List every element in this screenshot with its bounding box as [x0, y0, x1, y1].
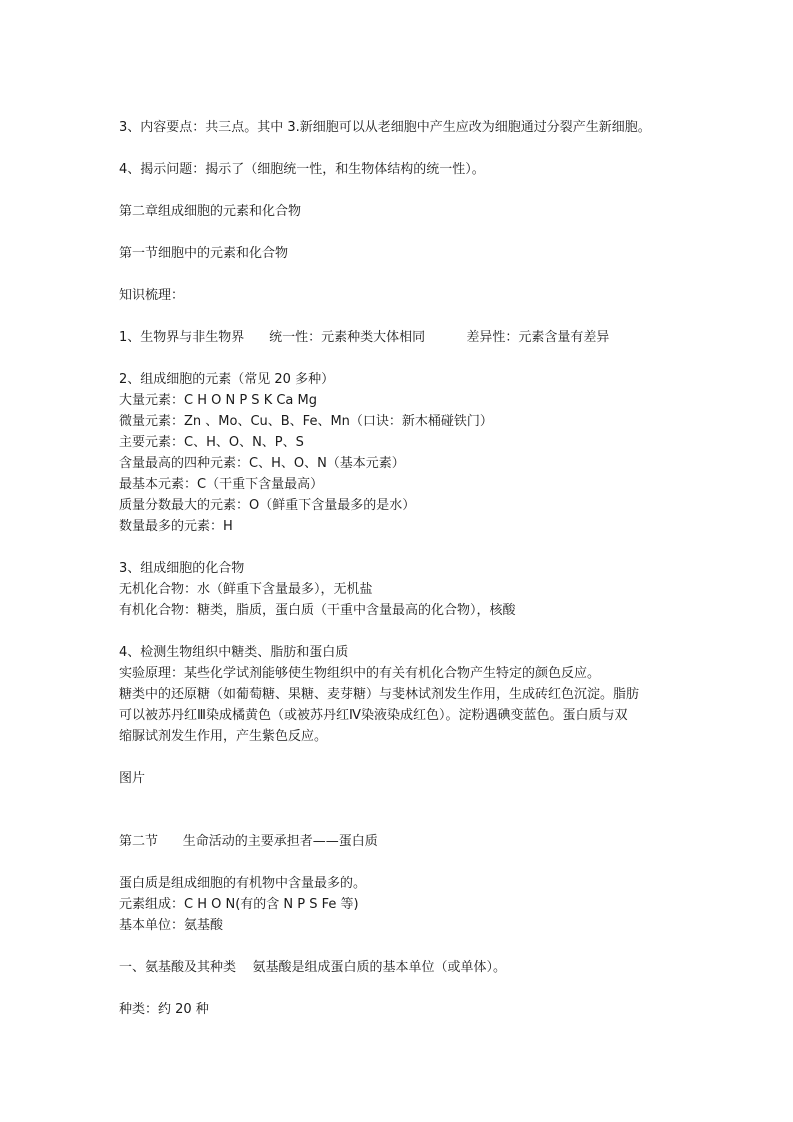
- text-line: 实验原理：某些化学试剂能够使生物组织中的有关有机化合物产生特定的颜色反应。: [119, 666, 601, 681]
- text-line: 基本单位：氨基酸: [119, 918, 224, 933]
- text-line: 微量元素：Zn 、Mo、Cu、B、Fe、Mn（口诀：新木桶碰铁门）: [119, 414, 493, 429]
- text-line: 一、氨基酸及其种类 氨基酸是组成蛋白质的基本单位（或单体）。: [119, 960, 507, 975]
- text-line: 种类：约 20 种: [119, 1002, 209, 1017]
- text-line: 糖类中的还原糖（如葡萄糖、果糖、麦芽糖）与斐林试剂发生作用，生成砖红色沉淀。脂肪: [119, 687, 640, 702]
- image-placeholder-label: 图片: [119, 771, 146, 786]
- text-line: 元素组成：C H O N(有的含 N P S Fe 等): [119, 897, 359, 912]
- text-line: 可以被苏丹红Ⅲ染成橘黄色（或被苏丹红Ⅳ染液染成红色）。淀粉遇碘变蓝色。蛋白质与双: [119, 708, 628, 723]
- section-heading: 第二节 生命活动的主要承担者——蛋白质: [119, 834, 378, 849]
- text-line: 大量元素：C H O N P S K Ca Mg: [119, 393, 317, 408]
- text-line: 主要元素：C、H、O、N、P、S: [119, 435, 304, 450]
- text-line: 4、检测生物组织中糖类、脂肪和蛋白质: [119, 645, 349, 660]
- text-line: 4、揭示问题：揭示了（细胞统一性，和生物体结构的统一性）。: [119, 162, 485, 177]
- chapter-heading: 第二章组成细胞的元素和化合物: [119, 204, 302, 219]
- text-line: 有机化合物：糖类，脂质，蛋白质（干重中含量最高的化合物），核酸: [119, 603, 516, 618]
- text-line: 3、组成细胞的化合物: [119, 561, 245, 576]
- text-line: 2、组成细胞的元素（常见 20 多种）: [119, 372, 335, 387]
- text-line: 知识梳理：: [119, 288, 185, 303]
- text-line: 质量分数最大的元素：O（鲜重下含量最多的是水）: [119, 498, 416, 513]
- text-line: 数量最多的元素：H: [119, 519, 233, 534]
- text-line: 3、内容要点：共三点。其中 3.新细胞可以从老细胞中产生应改为细胞通过分裂产生新细胞。: [119, 120, 651, 135]
- text-line: 缩脲试剂发生作用，产生紫色反应。: [119, 729, 328, 744]
- text-line: 1、生物界与非生物界 统一性：元素种类大体相同 差异性：元素含量有差异: [119, 330, 610, 345]
- text-line: 蛋白质是组成细胞的有机物中含量最多的。: [119, 876, 367, 891]
- text-line: 最基本元素：C（干重下含量最高）: [119, 477, 324, 492]
- text-line: 无机化合物：水（鲜重下含量最多），无机盐: [119, 582, 373, 597]
- section-heading: 第一节细胞中的元素和化合物: [119, 246, 289, 261]
- text-line: 含量最高的四种元素：C、H、O、N（基本元素）: [119, 456, 405, 471]
